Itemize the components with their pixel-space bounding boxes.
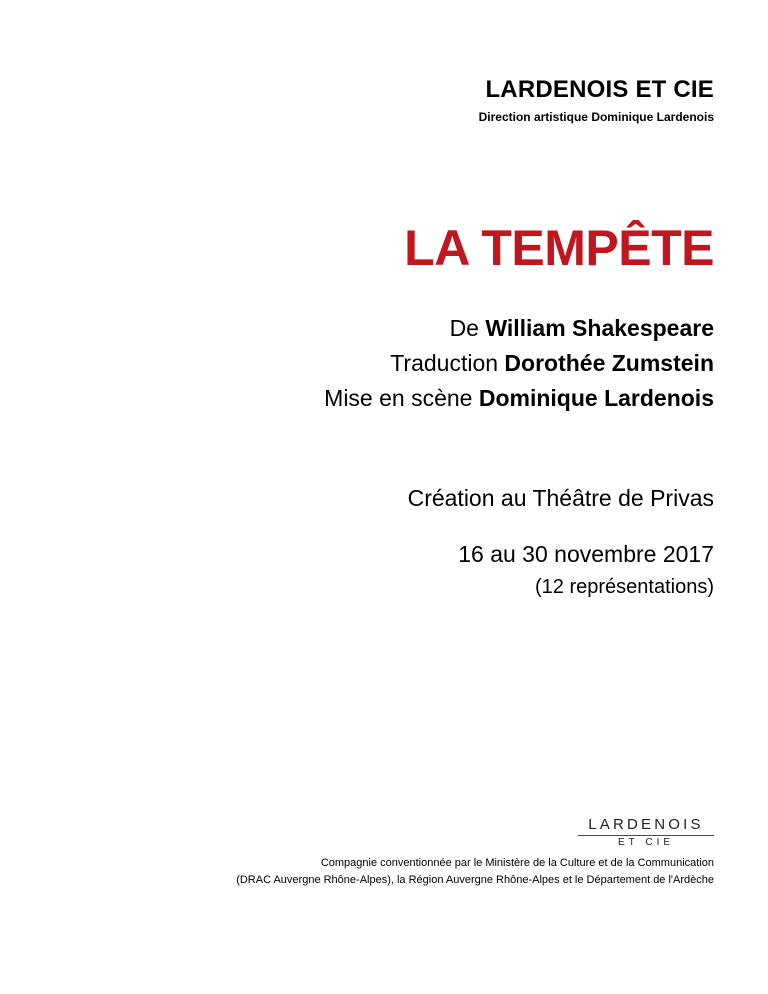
- credit-translation: [390, 350, 714, 377]
- credit-name: Dominique Lardenois: [478, 385, 714, 411]
- logo-divider: [578, 835, 714, 836]
- logo-main-text: LARDENOIS: [588, 816, 704, 833]
- funding-line-2: (DRAC Auvergne Rhône-Alpes), la Région Auvergne Rhône-Alpes et le Département de l'Ardèche: [236, 874, 714, 886]
- funding-line-1: Compagnie conventionnée par le Ministère de la Culture et de la Communication: [320, 857, 714, 869]
- artistic-direction: Direction artistique Dominique Lardenois: [478, 110, 714, 124]
- credit-role: Traduction: [390, 350, 499, 376]
- credit-author: [450, 315, 714, 342]
- performance-dates: 16 au 30 novembre 2017: [458, 541, 714, 567]
- company-name: LARDENOIS ET CIE: [485, 76, 714, 103]
- credit-name: William Shakespeare: [485, 315, 714, 341]
- creation-venue: Création au Théâtre de Privas: [407, 485, 714, 511]
- credit-role: De: [449, 315, 479, 341]
- credit-direction: [324, 385, 714, 412]
- logo-sub-text: ET CIE: [617, 837, 675, 848]
- company-logo: [578, 816, 714, 849]
- performance-count: (12 représentations): [535, 576, 714, 598]
- play-title: LA TEMPÊTE: [404, 220, 714, 276]
- credit-name: Dorothée Zumstein: [504, 350, 714, 376]
- credit-role: Mise en scène: [324, 385, 473, 411]
